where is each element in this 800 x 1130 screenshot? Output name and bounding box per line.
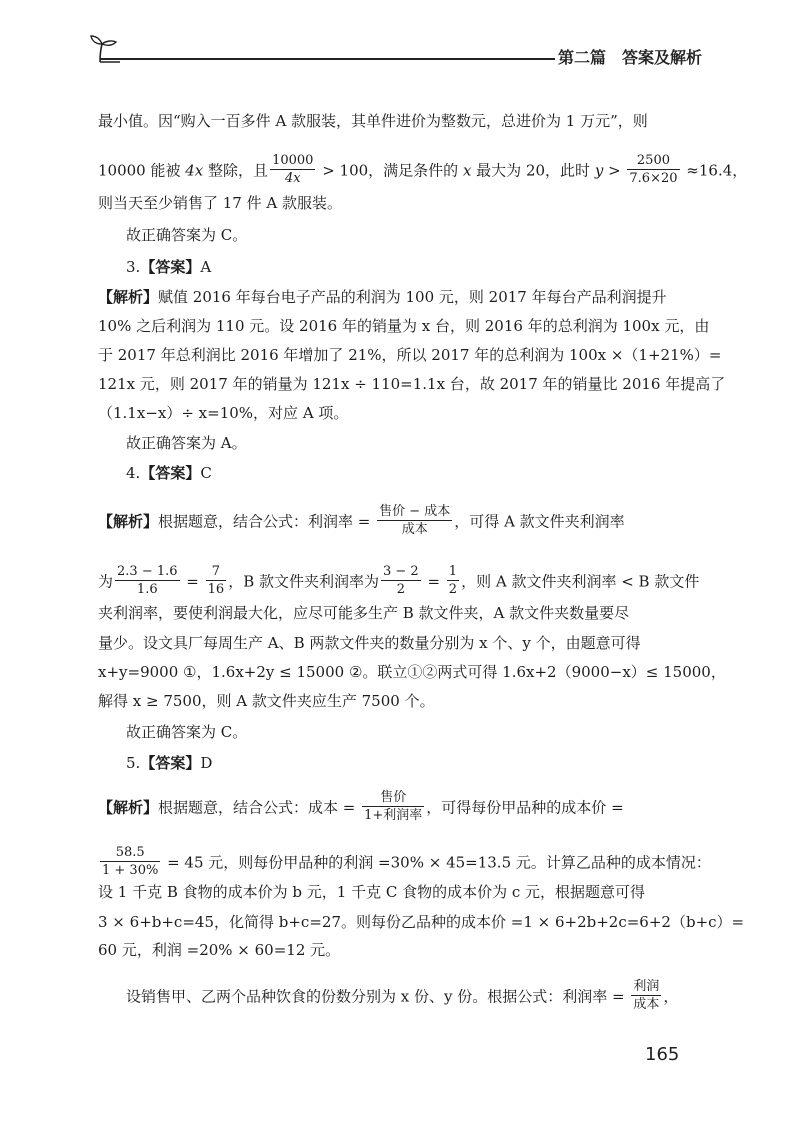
text-line-with-fraction: 【解析】根据题意，结合公式：利润率 = $\frac{\text{售价 − 成本}}{\text{成本}}$ ，可得 A 款文件夹利润率 [98,504,625,537]
text-line: 则当天至少销售了 17 件 A 款服装。 [98,194,342,212]
fraction: $\frac{3 - 2}{2}$ [382,564,419,597]
text-line: 解得 x ≥ 7500，则 A 款文件夹应生产 7500 个。 [98,692,435,710]
section-title: 第二篇 答案及解析 [558,48,703,67]
header-rule [100,58,555,60]
text-line: 故正确答案为 A。 [126,434,247,452]
text-line: 故正确答案为 C。 [126,723,248,741]
text-line: 【解析】赋值 2016 年每台电子产品的利润为 100 元，则 2017 年每台产品利润提升 [98,288,667,306]
text-line: 最小值。因“购入一百多件 A 款服装，其单件进价为整数元，总进价为 1 万元”，则 [98,112,648,130]
text-line: 量少。设文具厂每周生产 A、B 两款文件夹的数量分别为 x 个、y 个，由题意可得 [98,634,641,652]
text-line-with-fraction: 【解析】根据题意，结合公式：成本 = $\frac{\text{售价}}{\text{1+利润率}}$ ，可得每份甲品种的成本价 = [98,790,624,823]
fraction: $\frac{1}{2}$ [448,564,458,597]
fraction: $\frac{\text{售价 − 成本}}{\text{成本}}$ [379,504,451,537]
fraction: $\frac{2.3 - 1.6}{1.6}$ [117,564,178,597]
question-3-answer: 3.【答案】A [126,258,212,276]
fraction: $\frac{7}{16}$ [207,564,225,597]
text-line: 60 元，利润 =20% × 60=12 元。 [98,941,341,959]
fraction: $\frac{\text{售价}}{\text{1+利润率}}$ [364,790,423,823]
fraction: $\frac{58.5}{1 + 30\%}$ [102,845,159,878]
text-line: （1.1x−x）÷ x=10%，对应 A 项。 [98,404,349,422]
text-line: x+y=9000 ①，1.6x+2y ≤ 15000 ②。联立①②两式可得 1.6x+2（9000−x）≤ 15000， [98,663,726,681]
text-line-with-fraction: $\frac{58.5}{1 + 30\%}$ = 45 元，则每份甲品种的利润 =30% × 45=13.5 元。计算乙品种的成本情况： [102,845,711,878]
text-line: 10% 之后利润为 110 元。设 2016 年的销量为 x 台，则 2016 年的总利润为 100x 元，由 [98,317,710,335]
question-5-answer: 5.【答案】D [126,754,213,772]
text-line: 设 1 千克 B 食物的成本价为 b 元，1 千克 C 食物的成本价为 c 元，根据题意可得 [98,883,646,901]
text-line: 于 2017 年总利润比 2016 年增加了 21%，所以 2017 年的总利润为 100x ×（1+21%）= [98,346,722,364]
text-line-with-fraction: 设销售甲、乙两个品种饮食的份数分别为 x 份、y 份。根据公式：利润率 = $\frac{\text{利润}}{\text{成本}}$ ， [126,979,679,1012]
page-header [0,0,800,80]
fraction: $\frac{10000}{4x}$ [272,153,314,186]
text-line: 121x 元，则 2017 年的销量为 121x ÷ 110=1.1x 台，故 2017 年的销量比 2016 年提高了 [98,375,726,393]
text-line: 故正确答案为 C。 [126,226,248,244]
text-line-with-fractions: 为 $\frac{2.3 - 1.6}{1.6}$ = $\frac{7}{16}$ ，B 款文件夹利润率为 $\frac{3 - 2}{2}$ = $\frac{1}{2}$ ，则 A 款文件夹利润率 < B 款文件 [98,564,700,597]
text-line: 3 × 6+b+c=45，化简得 b+c=27。则每份乙品种的成本价 =1 × 6+2b+2c=6+2（b+c）= [98,913,745,931]
question-4-answer: 4.【答案】C [126,464,212,482]
text-line-with-fractions: 10000 能被 4x 整除，且 $\frac{10000}{4x}$ > 100，满足条件的 x 最大为 20，此时 y > $\frac{2500}{7.6\times 20}$ ≈16.4， [98,153,748,186]
text-line: 夹利润率，要使利润最大化，应尽可能多生产 B 款文件夹，A 款文件夹数量要尽 [98,604,630,622]
fraction: $\frac{2500}{7.6\times 20}$ [629,153,678,186]
page-number: 165 [645,1044,680,1065]
fraction: $\frac{\text{利润}}{\text{成本}}$ [633,979,660,1012]
